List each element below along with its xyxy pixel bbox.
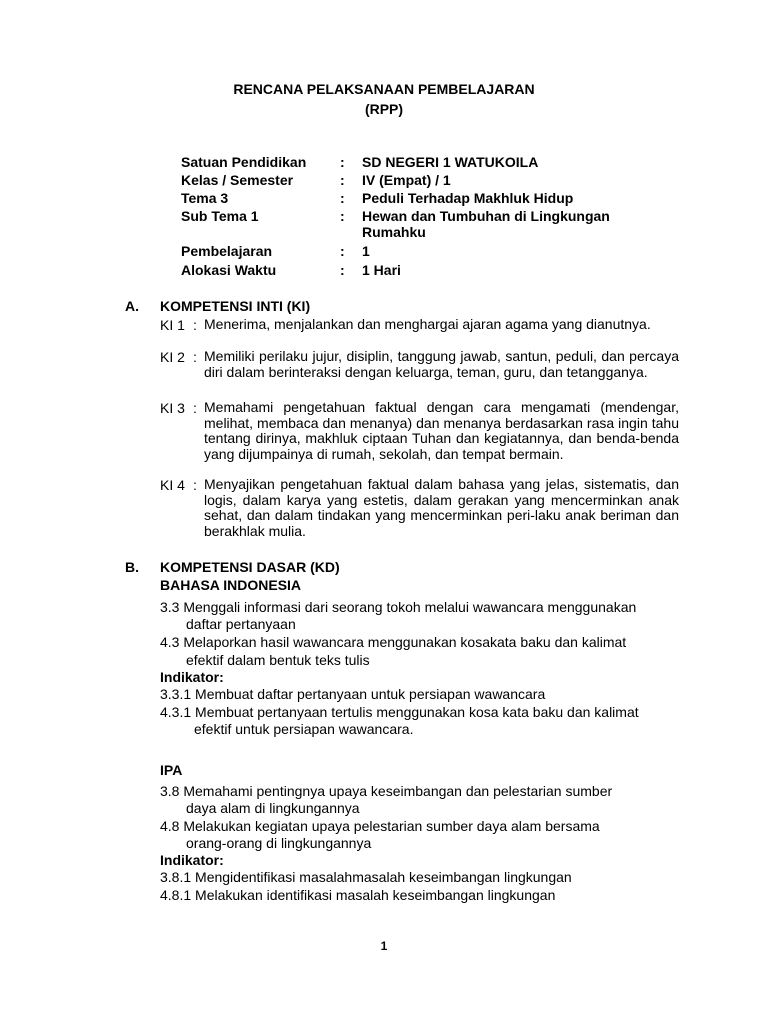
kd-item: 4.3 Melaporkan hasil wawancara menggunakan kosakata baku dan kalimat — [160, 634, 627, 650]
kd-item-cont: orang-orang di lingkungannya — [186, 835, 372, 851]
section-b-letter: B. — [125, 559, 139, 575]
identity-separator: : — [340, 208, 345, 224]
indikator-label: Indikator: — [160, 669, 224, 685]
identity-value-kelas: IV (Empat) / 1 — [362, 172, 451, 188]
kd-item-cont: efektif dalam bentuk teks tulis — [186, 652, 370, 668]
ki-text: Menerima, menjalankan dan menghargai ajaran agama yang dianutnya. — [204, 316, 651, 332]
identity-separator: : — [340, 262, 345, 278]
kd-item: 4.8 Melakukan kegiatan upaya pelestarian sumber daya alam bersama — [160, 818, 600, 834]
identity-label-subtema: Sub Tema 1 — [181, 208, 259, 224]
identity-separator: : — [340, 190, 345, 206]
indikator-item: 3.8.1 Mengidentifikasi masalahmasalah keseimbangan lingkungan — [160, 869, 572, 885]
section-a-letter: A. — [125, 298, 139, 314]
identity-separator: : — [340, 243, 345, 259]
identity-value-pembelajaran: 1 — [362, 243, 370, 259]
kd-item: 3.8 Memahami pentingnya upaya keseimbangan dan pelestarian sumber — [160, 783, 613, 799]
identity-separator: : — [340, 172, 345, 188]
ki-separator: : — [193, 317, 197, 333]
section-a-title: KOMPETENSI INTI (KI) — [160, 298, 311, 314]
indikator-item: 3.3.1 Membuat daftar pertanyaan untuk persiapan wawancara — [160, 686, 546, 702]
identity-label-pembelajaran: Pembelajaran — [181, 243, 273, 259]
identity-value-subtema: Hewan dan Tumbuhan di Lingkungan — [362, 208, 610, 224]
ki-text: Memahami pengetahuan faktual dengan cara mengamati (mendengar, melihat, membaca dan menanya) dan menanya berdasarkan rasa ingin tahu tentang dirinya, makhluk ciptaan Tuhan dan kegiatannya, dan benda-benda yang dijumpainya di rumah, sekolah, dan tempat bermain. — [204, 399, 679, 463]
kd-item: 3.3 Menggali informasi dari seorang tokoh melalui wawancara menggunakan — [160, 599, 637, 615]
identity-label-satuan: Satuan Pendidikan — [181, 154, 307, 170]
identity-value-tema: Peduli Terhadap Makhluk Hidup — [362, 190, 574, 206]
ki-code: KI 3 — [160, 400, 185, 416]
ki-text: Memiliki perilaku jujur, disiplin, tanggung jawab, santun, peduli, dan percaya diri dalam berinteraksi dengan keluarga, teman, guru, dan tetangganya. — [204, 348, 679, 380]
section-b-title: KOMPETENSI DASAR (KD) — [160, 559, 340, 575]
identity-value-alokasi: 1 Hari — [362, 262, 401, 278]
identity-label-alokasi: Alokasi Waktu — [181, 262, 277, 278]
indikator-label: Indikator: — [160, 852, 224, 868]
identity-value-subtema-cont: Rumahku — [362, 224, 426, 240]
kd-item-cont: daya alam di lingkungannya — [186, 800, 360, 816]
indikator-item-cont: efektif untuk persiapan wawancara. — [194, 721, 414, 737]
identity-value-satuan: SD NEGERI 1 WATUKOILA — [362, 154, 539, 170]
ki-code: KI 4 — [160, 477, 185, 493]
identity-separator: : — [340, 154, 345, 170]
ki-separator: : — [193, 400, 197, 416]
indikator-item: 4.8.1 Melakukan identifikasi masalah keseimbangan lingkungan — [160, 887, 556, 903]
ki-text: Menyajikan pengetahuan faktual dalam bahasa yang jelas, sistematis, dan logis, dalam karya yang estetis, dalam gerakan yang mencerminkan anak sehat, dan dalam tindakan yang mencerminkan peri-laku anak beriman dan berakhlak mulia. — [204, 476, 679, 540]
ki-separator: : — [193, 349, 197, 365]
identity-label-tema: Tema 3 — [181, 190, 229, 206]
ki-code: KI 1 — [160, 317, 185, 333]
page-number: 1 — [380, 939, 388, 953]
document-subtitle: (RPP) — [364, 101, 404, 117]
document-title: RENCANA PELAKSANAAN PEMBELAJARAN — [233, 81, 535, 97]
subject-heading: BAHASA INDONESIA — [160, 577, 302, 593]
subject-heading: IPA — [160, 762, 183, 778]
ki-separator: : — [193, 477, 197, 493]
ki-code: KI 2 — [160, 349, 185, 365]
identity-label-kelas: Kelas / Semester — [181, 172, 294, 188]
kd-item-cont: daftar pertanyaan — [186, 616, 296, 632]
indikator-item: 4.3.1 Membuat pertanyaan tertulis menggunakan kosa kata baku dan kalimat — [160, 704, 639, 720]
